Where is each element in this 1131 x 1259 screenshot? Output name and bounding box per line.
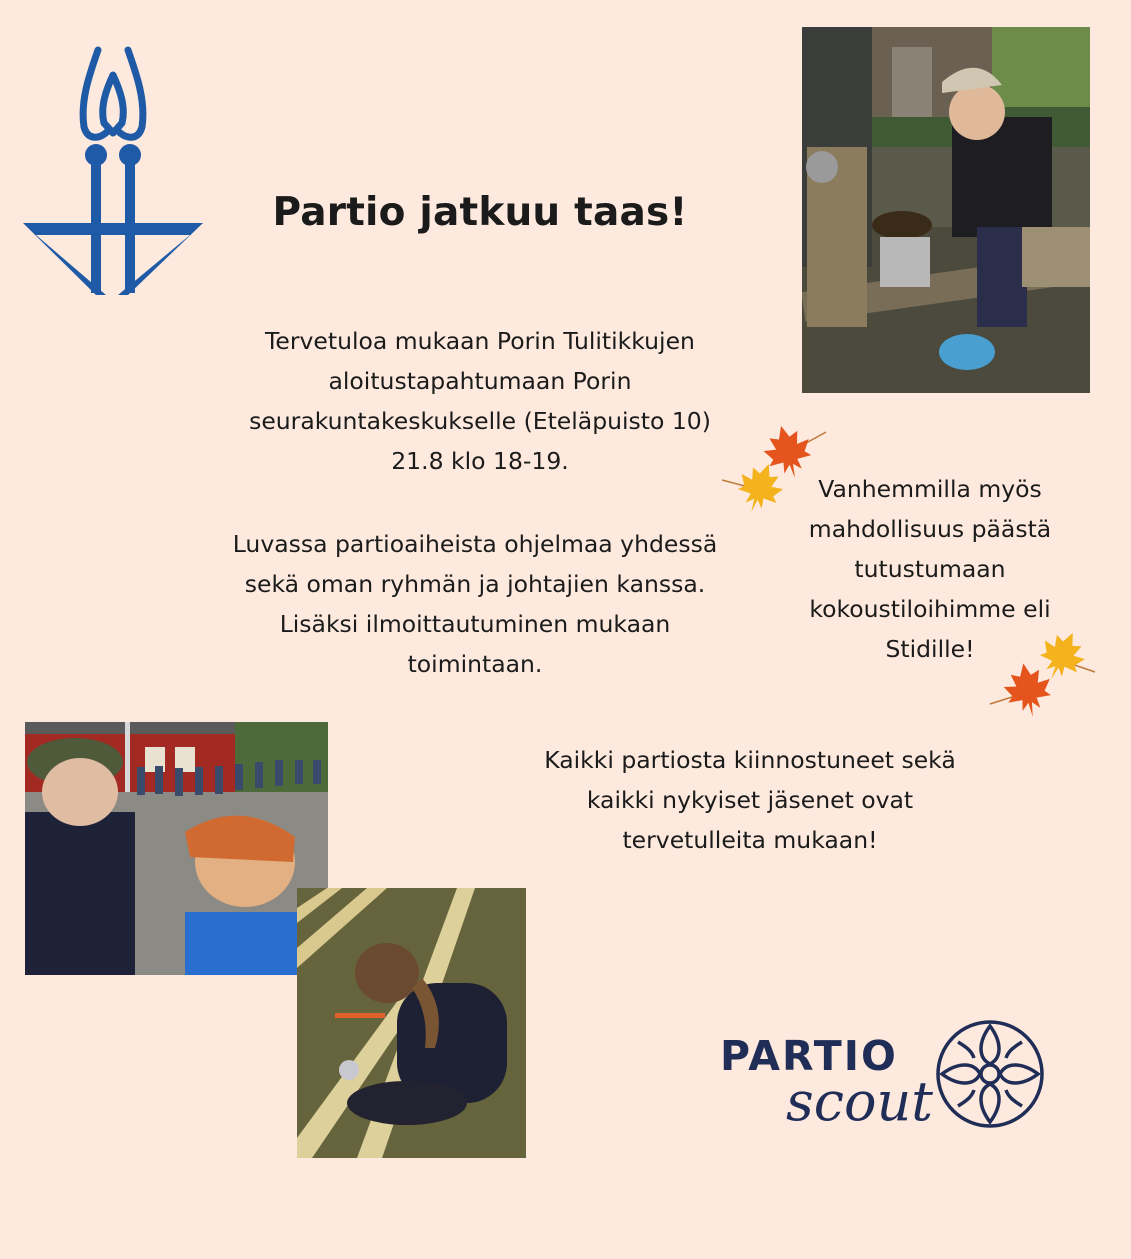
parents-line: Vanhemmilla myös [818,475,1042,503]
photo-group [25,722,328,975]
photo-planks [297,888,526,1158]
program-line: Lisäksi ilmoittautuminen mukaan [279,610,671,638]
parents-line: kokoustiloihimme eli [809,595,1051,623]
program-line: sekä oman ryhmän ja johtajien kanssa. [244,570,706,598]
welcome-line: Kaikki partiosta kiinnostuneet sekä [544,746,956,774]
page-title: Partio jatkuu taas! [272,190,688,235]
parents-line: tutustumaan [854,555,1006,583]
parents-line: Stidille! [885,635,975,663]
intro-line: 21.8 klo 18-19. [391,447,569,475]
welcome-line: tervetulleita mukaan! [622,826,878,854]
program-line: Luvassa partioaiheista ohjelmaa yhdessä [232,530,718,558]
parents-line: mahdollisuus päästä [808,515,1052,543]
program-line: toimintaan. [407,650,543,678]
maple-leaf-icon [722,456,789,519]
maple-leaf-icon [990,659,1056,720]
partio-word: PARTIO [720,1032,898,1080]
scout-word: scout [786,1070,933,1133]
intro-line: Tervetuloa mukaan Porin Tulitikkujen [265,327,695,355]
partio-scout-emblem-icon [928,1012,1052,1136]
intro-line: seurakuntakeskukselle (Eteläpuisto 10) [249,407,711,435]
maple-leaf-icon [1031,624,1095,689]
photo-cooking [802,27,1090,393]
partio-scout-logo [720,1012,1050,1136]
intro-line: aloitustapahtumaan Porin [328,367,632,395]
welcome-line: kaikki nykyiset jäsenet ovat [586,786,914,814]
